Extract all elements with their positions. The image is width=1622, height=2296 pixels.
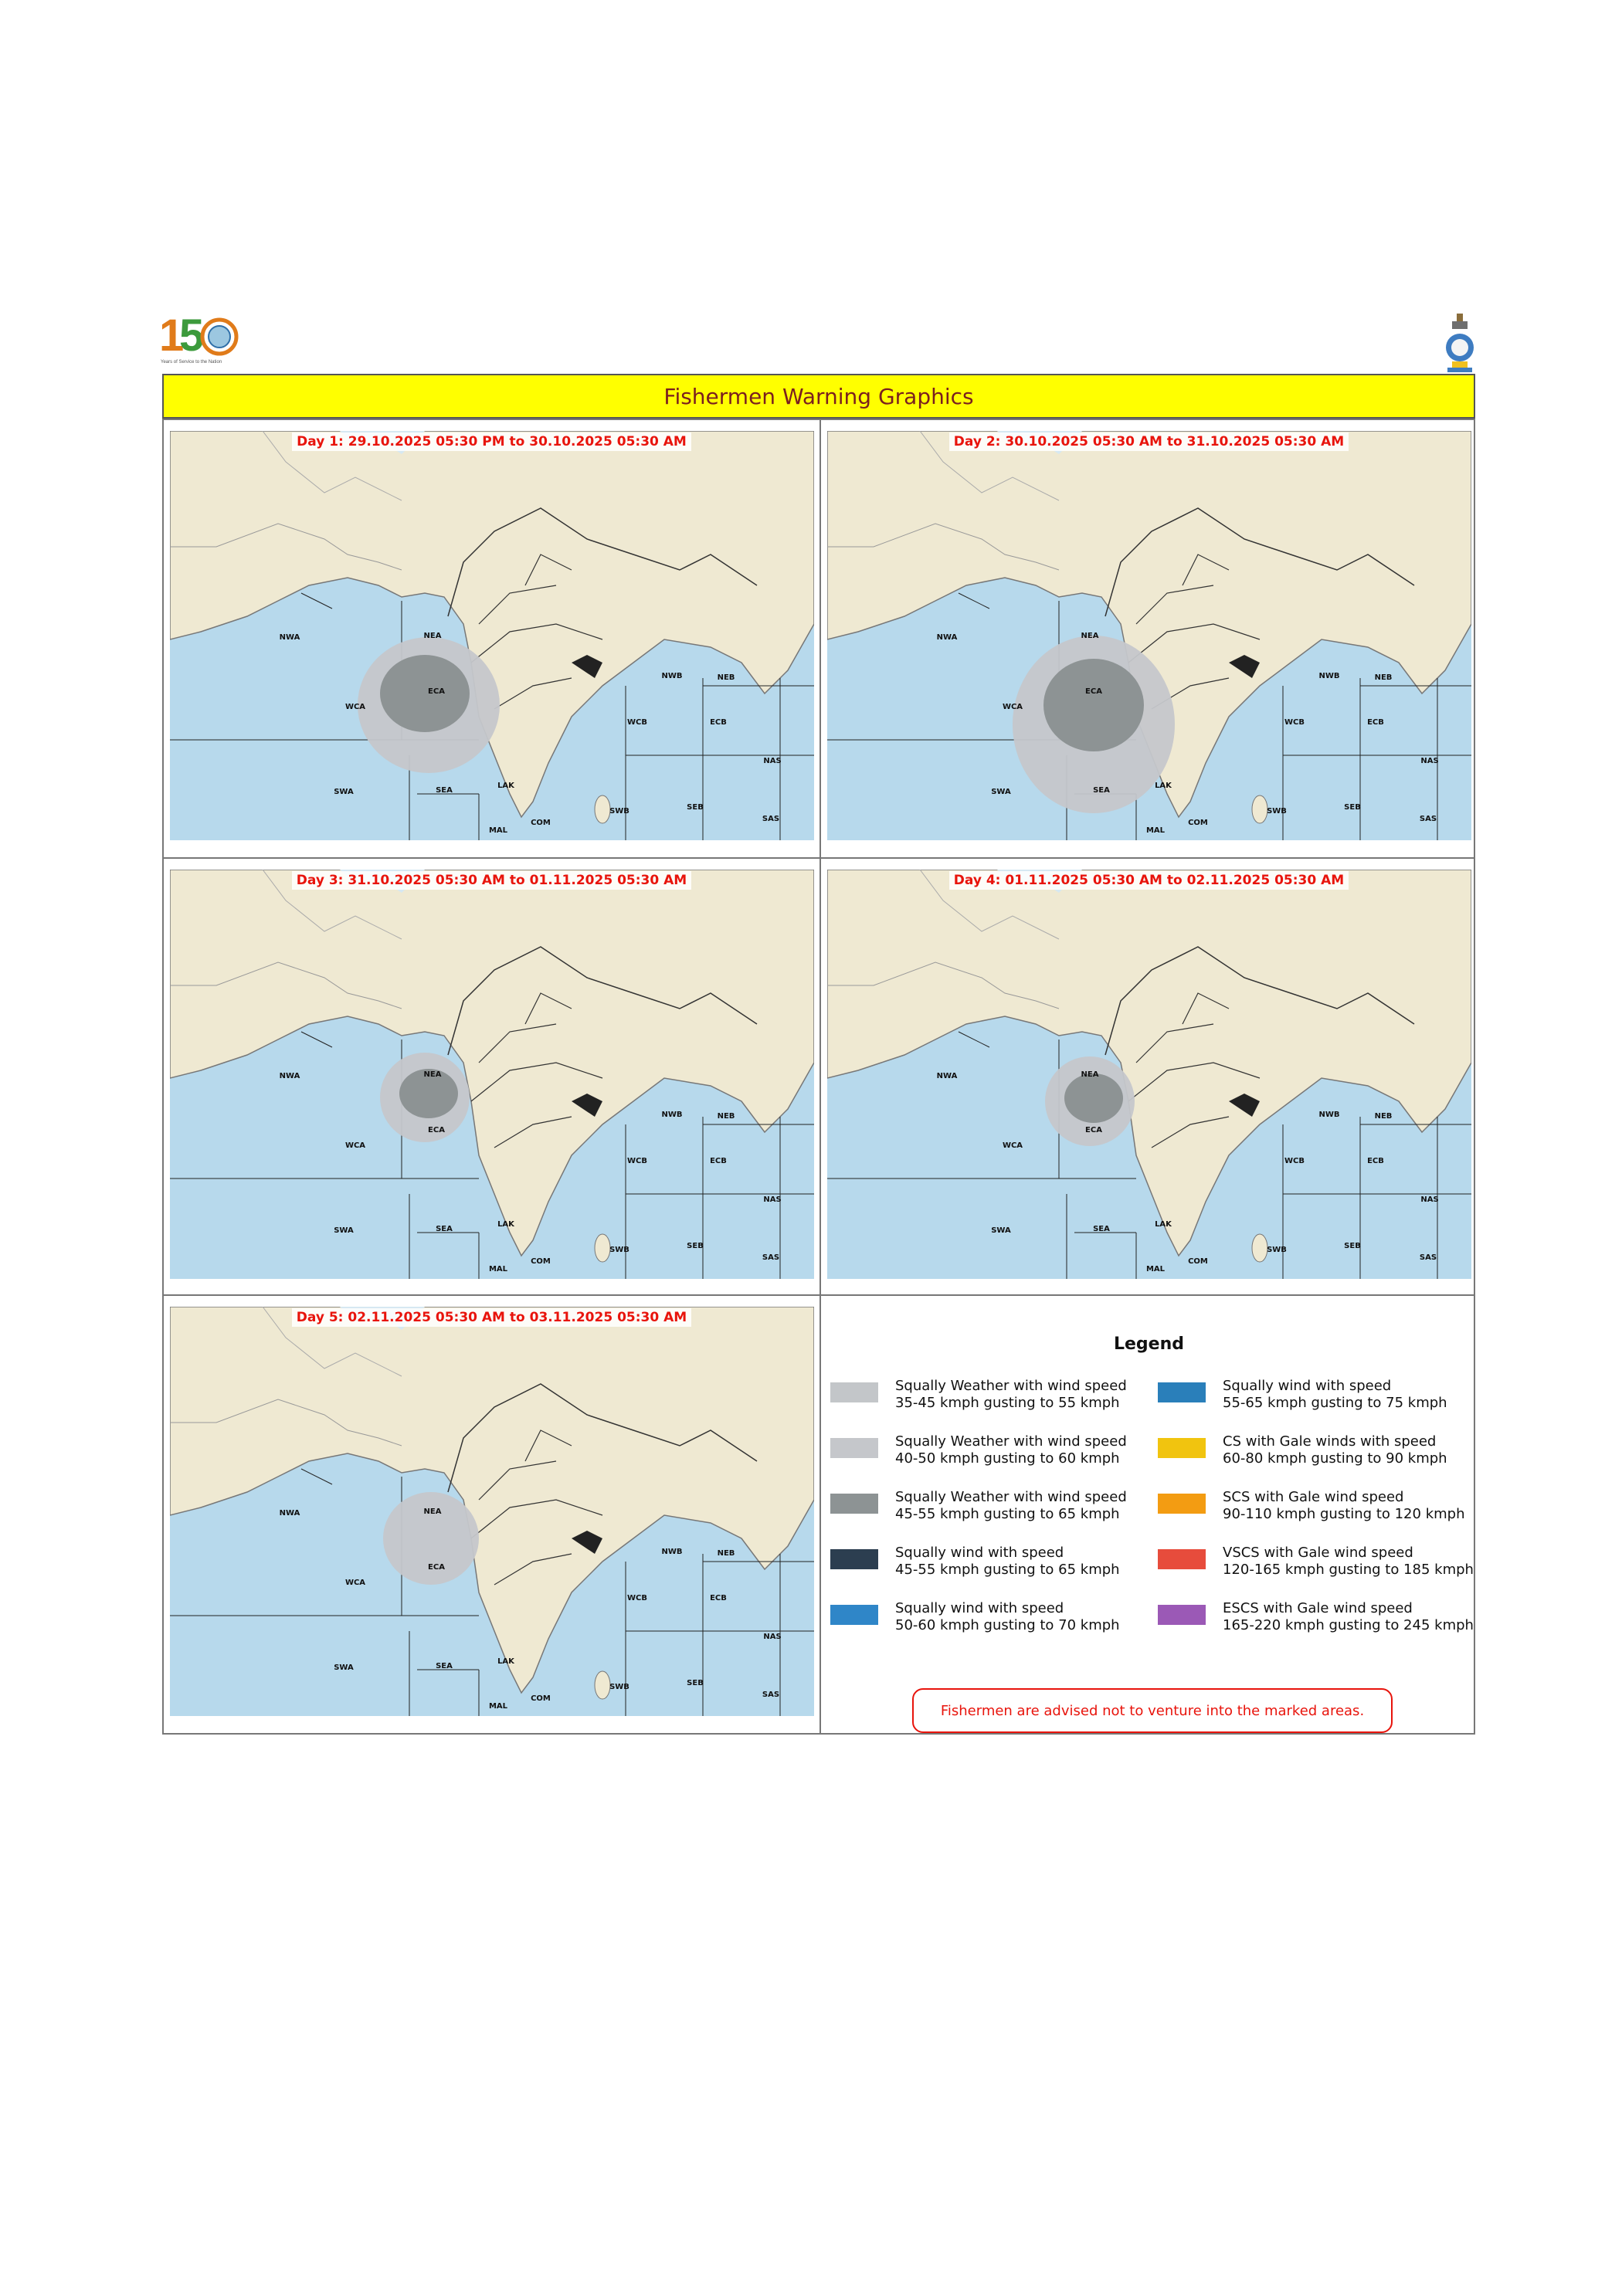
zone-label-sas: SAS bbox=[762, 1253, 780, 1262]
national-emblem-icon bbox=[1443, 312, 1477, 374]
day-5-map bbox=[170, 1307, 814, 1716]
svg-text:1: 1 bbox=[159, 312, 185, 361]
zone-label-com: COM bbox=[531, 1257, 551, 1266]
zone-label-nea: NEA bbox=[423, 1507, 442, 1516]
zone-label-lak: LAK bbox=[1155, 1220, 1172, 1229]
legend-label: VSCS with Gale wind speed 120-165 kmph gusting to 185 kmph bbox=[1223, 1545, 1474, 1578]
legend-label: CS with Gale winds with speed 60-80 kmph gusting to 90 kmph bbox=[1223, 1433, 1447, 1467]
zone-label-nas: NAS bbox=[1420, 757, 1439, 765]
legend-swatch bbox=[830, 1549, 878, 1569]
legend-label: Squally Weather with wind speed 35-45 kmph gusting to 55 kmph bbox=[895, 1378, 1127, 1411]
zone-label-nea: NEA bbox=[423, 632, 442, 640]
day-4-panel bbox=[821, 859, 1477, 1294]
warning-area-inner bbox=[1064, 1073, 1123, 1123]
legend-item bbox=[1158, 1378, 1447, 1412]
zone-label-sea: SEA bbox=[1093, 1225, 1110, 1233]
zone-label-com: COM bbox=[1188, 1257, 1208, 1266]
zone-label-ecb: ECB bbox=[710, 1157, 727, 1165]
legend-swatch bbox=[830, 1382, 878, 1402]
zone-label-swb: SWB bbox=[1267, 807, 1287, 816]
zone-label-eca: ECA bbox=[1085, 1126, 1102, 1134]
zone-label-sas: SAS bbox=[762, 1691, 780, 1699]
day-3-panel bbox=[164, 859, 819, 1294]
zone-label-swa: SWA bbox=[991, 788, 1011, 796]
warning-area-inner bbox=[380, 655, 470, 732]
legend-swatch bbox=[1158, 1382, 1206, 1402]
zone-label-lak: LAK bbox=[497, 782, 514, 790]
zone-label-neb: NEB bbox=[717, 1112, 735, 1121]
legend-label: Squally wind with speed 50-60 kmph gusting to 70 kmph bbox=[895, 1600, 1120, 1633]
zone-label-neb: NEB bbox=[1374, 1112, 1393, 1121]
zone-label-wca: WCA bbox=[1002, 1141, 1023, 1150]
zone-label-nas: NAS bbox=[763, 1633, 782, 1641]
legend-item bbox=[1158, 1433, 1447, 1467]
legend-item bbox=[830, 1600, 1120, 1634]
zone-label-nwa: NWA bbox=[936, 633, 958, 642]
legend-swatch bbox=[1158, 1605, 1206, 1625]
zone-label-eca: ECA bbox=[1085, 687, 1102, 696]
zone-label-swa: SWA bbox=[334, 1226, 354, 1235]
zone-label-wca: WCA bbox=[1002, 703, 1023, 711]
zone-label-com: COM bbox=[531, 819, 551, 827]
legend-item bbox=[1158, 1489, 1464, 1523]
zone-label-mal: MAL bbox=[1145, 826, 1166, 835]
zone-label-wca: WCA bbox=[344, 703, 366, 711]
day-1-map bbox=[170, 431, 814, 840]
legend-item bbox=[830, 1433, 1127, 1467]
zone-label-seb: SEB bbox=[1344, 1242, 1361, 1250]
zone-label-nwa: NWA bbox=[279, 633, 300, 642]
zone-label-swb: SWB bbox=[1267, 1246, 1287, 1254]
day-2-title: Day 2: 30.10.2025 05:30 AM to 31.10.2025 05:30 AM bbox=[821, 434, 1477, 449]
zone-label-nwb: NWB bbox=[661, 1111, 683, 1119]
zone-label-ecb: ECB bbox=[1367, 718, 1384, 727]
zone-label-neb: NEB bbox=[1374, 673, 1393, 682]
zone-label-wcb: WCB bbox=[627, 1157, 647, 1165]
zone-label-nea: NEA bbox=[423, 1070, 442, 1079]
legend-swatch bbox=[1158, 1438, 1206, 1458]
zone-label-eca: ECA bbox=[428, 1563, 445, 1572]
zone-label-nwa: NWA bbox=[936, 1072, 958, 1080]
zone-label-com: COM bbox=[531, 1694, 551, 1703]
zone-label-nas: NAS bbox=[763, 757, 782, 765]
zone-label-neb: NEB bbox=[717, 1549, 735, 1558]
zone-label-nwb: NWB bbox=[661, 672, 683, 680]
legend-item bbox=[830, 1545, 1120, 1579]
zone-label-ecb: ECB bbox=[710, 718, 727, 727]
legend-label: ESCS with Gale wind speed 165-220 kmph gusting to 245 kmph bbox=[1223, 1600, 1474, 1633]
zone-label-com: COM bbox=[1188, 819, 1208, 827]
banner-title: Fishermen Warning Graphics bbox=[162, 374, 1475, 419]
zone-label-nwa: NWA bbox=[279, 1072, 300, 1080]
zone-label-nas: NAS bbox=[1420, 1195, 1439, 1204]
legend-swatch bbox=[1158, 1549, 1206, 1569]
zone-label-swb: SWB bbox=[609, 1246, 629, 1254]
zone-label-mal: MAL bbox=[488, 826, 508, 835]
zone-label-mal: MAL bbox=[488, 1265, 508, 1273]
zone-label-sas: SAS bbox=[1419, 815, 1437, 823]
zone-label-ecb: ECB bbox=[1367, 1157, 1384, 1165]
legend-title: Legend bbox=[1113, 1335, 1185, 1354]
zone-label-neb: NEB bbox=[717, 673, 735, 682]
zone-label-swb: SWB bbox=[609, 807, 629, 816]
zone-label-seb: SEB bbox=[1344, 803, 1361, 812]
zone-label-lak: LAK bbox=[497, 1657, 514, 1666]
legend-label: Squally Weather with wind speed 40-50 kmph gusting to 60 kmph bbox=[895, 1433, 1127, 1467]
day-3-title: Day 3: 31.10.2025 05:30 AM to 01.11.2025 05:30 AM bbox=[164, 873, 819, 888]
zone-label-swa: SWA bbox=[334, 788, 354, 796]
legend-item bbox=[1158, 1545, 1474, 1579]
legend-item bbox=[830, 1378, 1127, 1412]
day-1-panel bbox=[164, 420, 819, 857]
svg-text:5: 5 bbox=[179, 312, 205, 361]
forecast-panels-grid bbox=[162, 419, 1475, 1735]
legend-swatch bbox=[830, 1438, 878, 1458]
zone-label-ecb: ECB bbox=[710, 1594, 727, 1602]
zone-label-nea: NEA bbox=[1081, 1070, 1099, 1079]
zone-label-nas: NAS bbox=[763, 1195, 782, 1204]
zone-label-seb: SEB bbox=[687, 1242, 704, 1250]
legend-panel bbox=[821, 1296, 1477, 1733]
zone-label-nwa: NWA bbox=[279, 1509, 300, 1518]
zone-label-sas: SAS bbox=[1419, 1253, 1437, 1262]
legend-item bbox=[1158, 1600, 1474, 1634]
zone-label-wcb: WCB bbox=[1284, 718, 1305, 727]
legend-label: SCS with Gale wind speed 90-110 kmph gusting to 120 kmph bbox=[1223, 1489, 1465, 1522]
zone-label-mal: MAL bbox=[1145, 1265, 1166, 1273]
zone-label-nwb: NWB bbox=[1318, 1111, 1340, 1119]
day-2-panel bbox=[821, 420, 1477, 857]
legend-item bbox=[830, 1489, 1127, 1523]
zone-label-sea: SEA bbox=[436, 1225, 453, 1233]
zone-label-mal: MAL bbox=[488, 1702, 508, 1711]
day-1-title: Day 1: 29.10.2025 05:30 PM to 30.10.2025 05:30 AM bbox=[164, 434, 819, 449]
zone-label-wca: WCA bbox=[344, 1141, 366, 1150]
legend-swatch bbox=[830, 1605, 878, 1625]
legend-label: Squally wind with speed 45-55 kmph gusting to 65 kmph bbox=[895, 1545, 1120, 1578]
zone-label-swa: SWA bbox=[991, 1226, 1011, 1235]
zone-label-lak: LAK bbox=[1155, 782, 1172, 790]
day-4-map bbox=[827, 870, 1471, 1279]
zone-label-nwb: NWB bbox=[661, 1548, 683, 1556]
legend-label: Squally wind with speed 55-65 kmph gusting to 75 kmph bbox=[1223, 1378, 1447, 1411]
day-4-title: Day 4: 01.11.2025 05:30 AM to 02.11.2025 05:30 AM bbox=[821, 873, 1477, 888]
day-3-map bbox=[170, 870, 814, 1279]
zone-label-swb: SWB bbox=[609, 1683, 629, 1691]
zone-label-sea: SEA bbox=[1093, 786, 1110, 795]
zone-label-wca: WCA bbox=[344, 1579, 366, 1587]
zone-label-eca: ECA bbox=[428, 687, 445, 696]
warning-area-inner bbox=[1043, 659, 1144, 751]
logo-caption: Years of Service to the Nation bbox=[161, 360, 222, 365]
zone-label-sas: SAS bbox=[762, 815, 780, 823]
zone-label-lak: LAK bbox=[497, 1220, 514, 1229]
zone-label-seb: SEB bbox=[687, 1679, 704, 1687]
zone-label-swa: SWA bbox=[334, 1663, 354, 1672]
day-2-map bbox=[827, 431, 1471, 840]
zone-label-wcb: WCB bbox=[627, 718, 647, 727]
zone-label-sea: SEA bbox=[436, 786, 453, 795]
zone-label-wcb: WCB bbox=[1284, 1157, 1305, 1165]
zone-label-eca: ECA bbox=[428, 1126, 445, 1134]
legend-swatch bbox=[830, 1494, 878, 1514]
zone-label-seb: SEB bbox=[687, 803, 704, 812]
imd-150-years-logo bbox=[159, 312, 244, 372]
day-5-title: Day 5: 02.11.2025 05:30 AM to 03.11.2025 05:30 AM bbox=[164, 1310, 819, 1325]
zone-label-sea: SEA bbox=[436, 1662, 453, 1670]
legend-label: Squally Weather with wind speed 45-55 kmph gusting to 65 kmph bbox=[895, 1489, 1127, 1522]
zone-label-wcb: WCB bbox=[627, 1594, 647, 1602]
zone-label-nwb: NWB bbox=[1318, 672, 1340, 680]
zone-label-nea: NEA bbox=[1081, 632, 1099, 640]
legend-swatch bbox=[1158, 1494, 1206, 1514]
fishermen-advice: Fishermen are advised not to venture into the marked areas. bbox=[912, 1688, 1393, 1733]
day-5-panel bbox=[164, 1296, 819, 1733]
